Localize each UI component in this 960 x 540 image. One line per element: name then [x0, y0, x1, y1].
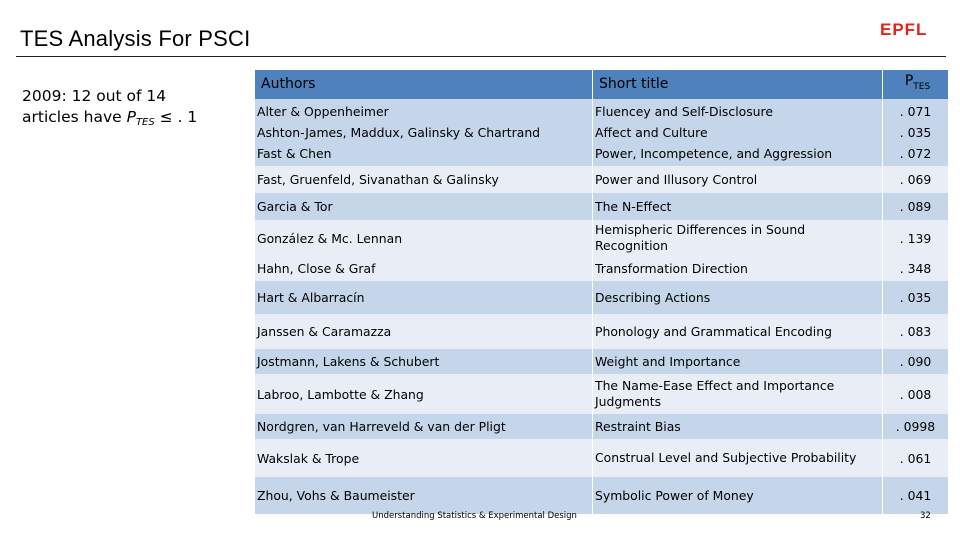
p-value-cell-lines — [885, 196, 946, 217]
title-line: Symbolic Power of Money — [595, 488, 754, 503]
title-line: Weight and Importance — [595, 354, 741, 369]
author-cell — [255, 220, 593, 256]
title-cell — [593, 220, 883, 256]
title-cell-lines — [595, 378, 880, 410]
author-cell — [255, 349, 593, 374]
header-short-title: Short title — [593, 70, 883, 99]
title-line: Construal Level and Subjective Probability — [595, 450, 857, 465]
title-cell-lines — [595, 169, 880, 190]
title-cell — [593, 256, 883, 281]
p-value: . 008 — [899, 386, 932, 402]
author-line: Wakslak & Trope — [257, 450, 360, 466]
author-line: Hart & Albarracín — [257, 290, 365, 305]
header-p: P — [904, 73, 914, 89]
table-row — [255, 374, 949, 414]
title-cell-lines — [595, 101, 880, 164]
author-cell-lines — [257, 485, 590, 506]
table-row — [255, 314, 949, 349]
p-value-cell — [883, 220, 949, 256]
author-cell — [255, 166, 593, 193]
p-value-cell-lines — [885, 228, 946, 249]
author-line: Fast, Gruenfeld, Sivanathan & Galinsky — [257, 172, 499, 187]
author-cell — [255, 414, 593, 439]
p-value-cell-lines — [885, 101, 946, 164]
author-cell — [255, 281, 593, 314]
author-line: Labroo, Lambotte & Zhang — [257, 386, 424, 402]
title-cell — [593, 193, 883, 220]
title-line: Describing Actions — [595, 290, 711, 305]
footer-text: Understanding Statistics & Experimental Design — [372, 511, 577, 521]
p-value-cell-lines — [885, 351, 946, 372]
p-value-cell — [883, 439, 949, 477]
author-cell-lines — [257, 384, 590, 405]
title-cell-lines — [595, 416, 880, 437]
author-line: Janssen & Caramazza — [257, 324, 392, 339]
p-symbol: P — [126, 108, 136, 126]
title-cell-lines — [595, 321, 880, 342]
p-value-cell-lines — [885, 485, 946, 506]
author-line: Jostmann, Lakens & Schubert — [257, 354, 440, 369]
p-value-cell — [883, 193, 949, 220]
author-cell-lines — [257, 196, 590, 217]
title-cell — [593, 166, 883, 193]
author-line: Alter & Oppenheimer — [257, 104, 389, 119]
p-value-cell-lines — [885, 384, 946, 405]
table-row — [255, 439, 949, 477]
table-row — [255, 281, 949, 314]
author-line: Fast & Chen — [257, 146, 332, 161]
p-value: . 348 — [899, 261, 932, 276]
title-divider — [16, 56, 946, 57]
summary-line-2 — [22, 107, 232, 133]
author-cell-lines — [257, 287, 590, 308]
p-value-cell — [883, 477, 949, 514]
title-line: Affect and Culture — [595, 125, 708, 140]
p-subscript: TES — [135, 117, 155, 128]
title-line: Power and Illusory Control — [595, 172, 758, 187]
p-value: . 061 — [899, 450, 932, 466]
title-cell-lines — [595, 196, 880, 217]
author-cell-lines — [257, 321, 590, 342]
title-cell — [593, 99, 883, 166]
p-value-cell-lines — [885, 169, 946, 190]
title-cell-lines — [595, 222, 880, 254]
summary-threshold: ≤ . 1 — [154, 108, 198, 126]
epfl-logo: EPFL — [880, 20, 928, 39]
table-row — [255, 193, 949, 220]
title-cell — [593, 314, 883, 349]
p-value: . 090 — [899, 354, 932, 369]
tes-table — [254, 70, 949, 514]
table-row — [255, 220, 949, 256]
author-cell — [255, 439, 593, 477]
author-line: González & Mc. Lennan — [257, 230, 403, 246]
author-cell — [255, 374, 593, 414]
title-cell-lines — [595, 287, 880, 308]
title-cell — [593, 414, 883, 439]
table-row — [255, 99, 949, 166]
table-row — [255, 349, 949, 374]
p-value-cell — [883, 256, 949, 281]
table-row — [255, 256, 949, 281]
author-line: Ashton-James, Maddux, Galinsky & Chartrand — [257, 125, 541, 140]
author-cell — [255, 314, 593, 349]
author-cell-lines — [257, 258, 590, 279]
author-cell-lines — [257, 228, 590, 249]
author-line: Zhou, Vohs & Baumeister — [257, 488, 415, 503]
p-value-cell — [883, 374, 949, 414]
p-value-cell — [883, 281, 949, 314]
p-value-cell — [883, 166, 949, 193]
title-cell — [593, 349, 883, 374]
p-value-cell — [883, 314, 949, 349]
title-cell — [593, 477, 883, 514]
slide-title: TES Analysis For PSCI — [20, 26, 251, 51]
header-authors: Authors — [255, 70, 593, 99]
p-value-cell-lines — [885, 258, 946, 279]
title-line: Power, Incompetence, and Aggression — [595, 146, 833, 161]
title-cell-lines — [595, 485, 880, 506]
header-p-tes — [883, 70, 949, 99]
p-value: . 035 — [899, 125, 932, 140]
p-value-cell-lines — [885, 321, 946, 342]
p-value: . 072 — [899, 146, 932, 161]
summary-text — [22, 86, 232, 133]
author-cell — [255, 99, 593, 166]
p-value-cell-lines — [885, 448, 946, 469]
author-cell — [255, 256, 593, 281]
author-cell-lines — [257, 169, 590, 190]
table-row — [255, 414, 949, 439]
title-line: Transformation Direction — [595, 261, 748, 276]
title-cell-lines — [595, 258, 880, 279]
header-p-sub: TES — [913, 82, 931, 92]
title-line: The Name-Ease Effect and Importance Judgments — [595, 378, 835, 409]
p-value: . 083 — [899, 324, 932, 339]
p-value: . 035 — [899, 290, 932, 305]
summary-line-1: 2009: 12 out of 14 — [22, 87, 167, 105]
author-cell-lines — [257, 351, 590, 372]
title-cell-lines — [595, 450, 880, 466]
p-value: . 071 — [899, 104, 932, 119]
author-cell-lines — [257, 448, 590, 469]
table-row — [255, 166, 949, 193]
author-cell — [255, 193, 593, 220]
table-body — [255, 99, 949, 514]
table-row — [255, 477, 949, 514]
author-line: Nordgren, van Harreveld & van der Pligt — [257, 419, 506, 434]
title-line: The N-Effect — [595, 199, 672, 214]
p-value-cell — [883, 99, 949, 166]
p-value: . 0998 — [895, 419, 936, 434]
title-cell — [593, 374, 883, 414]
page-number: 32 — [920, 511, 931, 521]
summary-prefix: articles have — [22, 108, 127, 126]
title-line: Restraint Bias — [595, 419, 681, 434]
p-value: . 089 — [899, 199, 932, 214]
p-value-cell — [883, 414, 949, 439]
title-cell — [593, 281, 883, 314]
p-value: . 041 — [899, 488, 932, 503]
author-line: Garcia & Tor — [257, 199, 333, 214]
p-value: . 069 — [899, 172, 932, 187]
p-value-cell-lines — [885, 416, 946, 437]
p-value-cell — [883, 349, 949, 374]
title-cell-lines — [595, 351, 880, 372]
p-value-cell-lines — [885, 287, 946, 308]
title-cell — [593, 439, 883, 477]
author-cell-lines — [257, 101, 590, 164]
p-value: . 139 — [899, 230, 932, 246]
table-header-row — [255, 70, 949, 99]
title-line: Hemispheric Differences in Sound Recognition — [595, 222, 806, 253]
author-cell — [255, 477, 593, 514]
author-line: Hahn, Close & Graf — [257, 261, 376, 276]
title-line: Phonology and Grammatical Encoding — [595, 324, 832, 339]
title-line: Fluencey and Self-Disclosure — [595, 104, 773, 119]
author-cell-lines — [257, 416, 590, 437]
